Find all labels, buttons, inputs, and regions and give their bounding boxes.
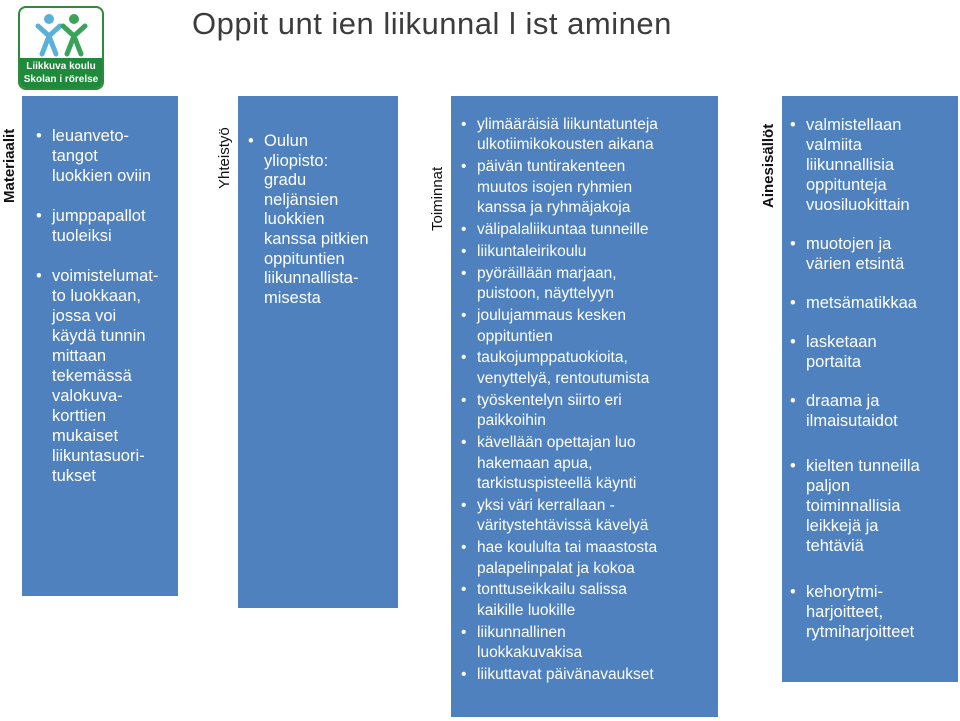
toiminnat-item-line: paikkoihin: [477, 412, 546, 430]
materiaalit-item-line: jossa voi: [52, 307, 117, 325]
materiaalit-item-line: käydä tunnin: [52, 327, 146, 345]
toiminnat-item: [455, 157, 714, 218]
ainesisallot-item-line: • draama ja: [806, 392, 880, 410]
toiminnat-item-line: venyttelyä, rentoutumista: [477, 369, 650, 387]
logo-text-2: Skolan i rörelse: [23, 74, 99, 85]
toiminnat-item: [455, 115, 714, 156]
materiaalit-item-line: mukaiset: [52, 427, 119, 445]
page-title: Oppit unt ien liikunnal l ist aminen: [192, 6, 672, 41]
toiminnat-item-line: • liikunnallinen: [477, 623, 566, 641]
materiaalit-label: Materiaalit: [1, 128, 18, 203]
logo-text-1: Liikkuva koulu: [26, 61, 96, 72]
ainesisallot-item-line: • lasketaan: [806, 333, 877, 351]
liikkuva-koulu-logo: [18, 6, 104, 90]
ainesisallot-item-line: vuosiluokittain: [806, 196, 910, 214]
toiminnat-item: [455, 220, 714, 240]
materiaalit-item-line: to luokkaan,: [52, 287, 141, 305]
yhteistyo-label: Yhteistyö: [216, 127, 233, 189]
ainesisallot-item-line: • metsämatikkaa: [806, 294, 917, 312]
ainesisallot-item-line: valmiita: [806, 136, 862, 154]
yhteistyo-list: [242, 132, 392, 308]
toiminnat-item: [455, 496, 714, 537]
ainesisallot-item: [784, 234, 954, 274]
ainesisallot-item-line: ilmaisutaidot: [806, 412, 898, 430]
toiminnat-item: [455, 264, 714, 305]
toiminnat-item-line: • päivän tuntirakenteen: [477, 158, 626, 176]
ainesisallot-item-line: • muotojen ja: [806, 235, 892, 253]
toiminnat-label: Toiminnat: [429, 166, 446, 231]
materiaalit-panel: [22, 96, 178, 596]
toiminnat-item-line: • liikuntaleirikoulu: [477, 242, 587, 260]
yhteistyo-panel: [238, 96, 398, 608]
toiminnat-item: [455, 433, 714, 494]
yhteistyo-item-line: liikunnallista-: [264, 269, 359, 288]
toiminnat-item-line: väritystehtävissä kävelyä: [477, 517, 649, 535]
ainesisallot-item: [784, 293, 954, 313]
yhteistyo-item-line: • Oulun: [264, 132, 309, 150]
toiminnat-item: [455, 306, 714, 347]
toiminnat-item-line: muutos isojen ryhmien: [477, 178, 633, 196]
materiaalit-item-line: • jumppapallot: [52, 207, 146, 225]
materiaalit-item-line: liikuntasuori-: [52, 447, 145, 465]
materiaalit-item: [30, 266, 170, 486]
toiminnat-item-line: ulkotiimikokousten aikana: [477, 136, 654, 154]
toiminnat-item-line: • taukojumppatuokioita,: [477, 349, 628, 367]
toiminnat-item: [455, 391, 714, 432]
toiminnat-item: [455, 242, 714, 262]
toiminnat-item-line: puistoon, näyttelyyn: [477, 285, 615, 303]
ainesisallot-item-line: paljon: [806, 477, 851, 495]
yhteistyo-item-line: neljänsien: [264, 190, 339, 209]
toiminnat-item-line: • yksi väri kerrallaan -: [477, 496, 615, 514]
toiminnat-item-line: • pyöräillään marjaan,: [477, 264, 617, 282]
yhteistyo-item-line: gradu: [264, 171, 307, 190]
toiminnat-item-line: • kävellään opettajan luo: [477, 434, 636, 452]
yhteistyo-item-line: yliopisto:: [264, 151, 329, 170]
toiminnat-item-line: • hae koululta tai maastosta: [477, 539, 658, 557]
materiaalit-list: [30, 126, 170, 486]
toiminnat-item-line: oppituntien: [477, 327, 553, 345]
materiaalit-item-line: luokkien oviin: [52, 167, 152, 185]
ainesisallot-item-line: portaita: [806, 353, 862, 371]
ainesisallot-item: [784, 582, 954, 642]
materiaalit-item-line: korttien: [52, 407, 107, 425]
toiminnat-item-line: tarkistuspisteellä käynti: [477, 474, 637, 492]
toiminnat-item-line: hakemaan apua,: [477, 454, 593, 472]
materiaalit-item-line: tekemässä: [52, 367, 132, 385]
toiminnat-item: [455, 538, 714, 579]
toiminnat-item-line: kaikille luokille: [477, 601, 576, 619]
ainesisallot-item-line: • kehorytmi-: [806, 583, 884, 601]
logo-band: [20, 58, 102, 88]
ainesisallot-item-line: leikkejä ja: [806, 517, 879, 535]
yhteistyo-item-line: luokkien: [264, 210, 325, 229]
toiminnat-item: [455, 623, 714, 664]
toiminnat-item: [455, 580, 714, 621]
ainesisallot-label: Ainesisällöt: [760, 123, 777, 208]
toiminnat-item-line: • tonttuseikkailu salissa: [477, 581, 627, 599]
materiaalit-item-line: valokuva-: [52, 387, 123, 405]
yhteistyo-item-line: kanssa pitkien: [264, 229, 369, 248]
toiminnat-item-line: kanssa ja ryhmäjakoja: [477, 199, 631, 217]
materiaalit-item-line: • leuanveto-: [52, 127, 130, 145]
ainesisallot-item: [784, 115, 954, 215]
ainesisallot-item: [784, 391, 954, 431]
materiaalit-item: [30, 126, 170, 186]
materiaalit-item-line: tangot: [52, 147, 98, 165]
toiminnat-item-line: palapelinpalat ja kokoa: [477, 559, 635, 577]
ainesisallot-item-line: liikunnallisia: [806, 156, 895, 174]
toiminnat-panel: [451, 96, 718, 717]
ainesisallot-item: [784, 332, 954, 372]
ainesisallot-item: [784, 456, 954, 556]
materiaalit-item-line: tukset: [52, 467, 97, 485]
ainesisallot-item-line: • kielten tunneilla: [806, 457, 920, 475]
ainesisallot-list: [784, 115, 954, 642]
toiminnat-item-line: • välipalaliikuntaa tunneille: [477, 221, 649, 239]
ainesisallot-item-line: toiminnallisia: [806, 497, 901, 515]
toiminnat-item-line: • liikuttavat päivänavaukset: [477, 666, 654, 684]
logo-figures-icon: [34, 12, 90, 58]
materiaalit-item: [30, 206, 170, 246]
ainesisallot-item-line: • valmistellaan: [806, 116, 902, 134]
materiaalit-item-line: tuoleiksi: [52, 227, 112, 245]
materiaalit-item-line: mittaan: [52, 347, 107, 365]
yhteistyo-item-line: misesta: [264, 288, 321, 307]
toiminnat-item-line: luokkakuvakisa: [477, 644, 583, 662]
toiminnat-item-line: • joulujammaus kesken: [477, 307, 627, 325]
toiminnat-list: [455, 115, 714, 685]
toiminnat-item-line: • työskentelyn siirto eri: [477, 391, 622, 409]
toiminnat-item-line: • ylimääräisiä liikuntatunteja: [477, 116, 658, 133]
toiminnat-item: [455, 348, 714, 389]
ainesisallot-item-line: tehtäviä: [806, 537, 864, 555]
yhteistyo-item-line: oppituntien: [264, 249, 345, 268]
ainesisallot-item-line: rytmiharjoitteet: [806, 623, 915, 641]
ainesisallot-item-line: värien etsintä: [806, 255, 905, 273]
yhteistyo-item: [242, 132, 392, 308]
materiaalit-item-line: • voimistelumat-: [52, 267, 159, 285]
ainesisallot-panel: [782, 96, 958, 682]
ainesisallot-item-line: harjoitteet,: [806, 603, 884, 621]
ainesisallot-item-line: oppitunteja: [806, 176, 887, 194]
toiminnat-item: [455, 665, 714, 685]
